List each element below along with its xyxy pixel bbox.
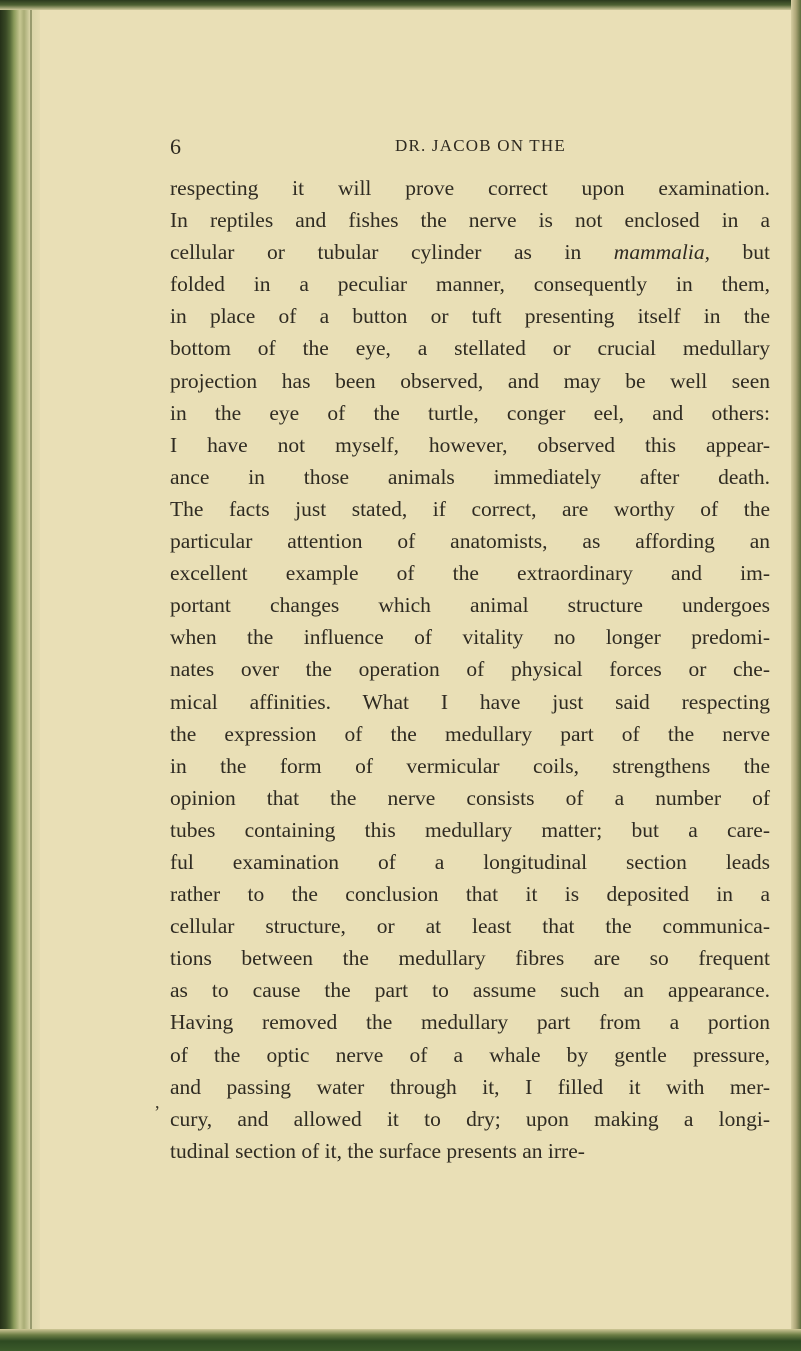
text-line: and passing water through it, I filled it with mer- [170, 1074, 770, 1099]
text-segment: cellular or tubular cylinder as in [170, 240, 614, 265]
text-line: nates over the operation of physical forces or che- [170, 657, 770, 682]
text-line: I have not myself, however, observed this appear- [170, 432, 770, 457]
text-line: The facts just stated, if correct, are worthy of the [170, 496, 770, 521]
page-bottom-edge [0, 1329, 801, 1351]
book-binding-edge [0, 0, 40, 1351]
text-line: when the influence of vitality no longer predomi- [170, 625, 770, 650]
running-head: DR. JACOB ON THE [395, 136, 566, 155]
text-line: In reptiles and fishes the nerve is not enclosed in a [170, 208, 770, 233]
text-line: tudinal section of it, the surface presents an irre- [170, 1138, 585, 1163]
text-line: tubes containing this medullary matter; but a care- [170, 817, 770, 842]
text-line: cury, and allowed it to dry; upon making a longi- [170, 1106, 770, 1131]
text-line [170, 236, 770, 268]
text-line: of the optic nerve of a whale by gentle pressure, [170, 1042, 770, 1067]
page-right-edge [791, 0, 801, 1351]
margin-mark: , [155, 1092, 160, 1112]
body-paragraph [170, 172, 770, 1167]
page-header [0, 134, 801, 164]
text-line: in place of a button or tuft presenting itself in the [170, 304, 770, 329]
text-line: Having removed the medullary part from a portion [170, 1010, 770, 1035]
text-line: respecting it will prove correct upon examination. [170, 176, 770, 200]
text-line: rather to the conclusion that it is deposited in a [170, 882, 770, 907]
text-line: portant changes which animal structure undergoes [170, 593, 770, 618]
text-line: in the eye of the turtle, conger eel, and others: [170, 400, 770, 425]
binding-crease [30, 0, 32, 1330]
page-number: 6 [170, 134, 181, 159]
text-line: ful examination of a longitudinal section leads [170, 849, 770, 874]
text-line: folded in a peculiar manner, consequently in them, [170, 272, 770, 297]
text-segment: but [709, 240, 771, 265]
text-line: as to cause the part to assume such an appearance. [170, 978, 770, 1003]
text-line: cellular structure, or at least that the communica- [170, 914, 770, 939]
text-line: projection has been observed, and may be well seen [170, 368, 770, 393]
text-line: bottom of the eye, a stellated or crucial medullary [170, 336, 770, 361]
text-line: opinion that the nerve consists of a number of [170, 785, 770, 810]
text-line: excellent example of the extraordinary and im- [170, 561, 770, 586]
italic-term: mammalia, [613, 240, 710, 265]
text-line: tions between the medullary fibres are so frequent [170, 946, 770, 971]
page-top-edge [0, 0, 801, 10]
text-line: in the form of vermicular coils, strengthens the [170, 753, 770, 778]
text-line: the expression of the medullary part of the nerve [170, 721, 770, 746]
text-line: ance in those animals immediately after death. [170, 464, 770, 489]
text-line: mical affinities. What I have just said respecting [170, 689, 770, 714]
text-line: particular attention of anatomists, as affording an [170, 529, 770, 554]
